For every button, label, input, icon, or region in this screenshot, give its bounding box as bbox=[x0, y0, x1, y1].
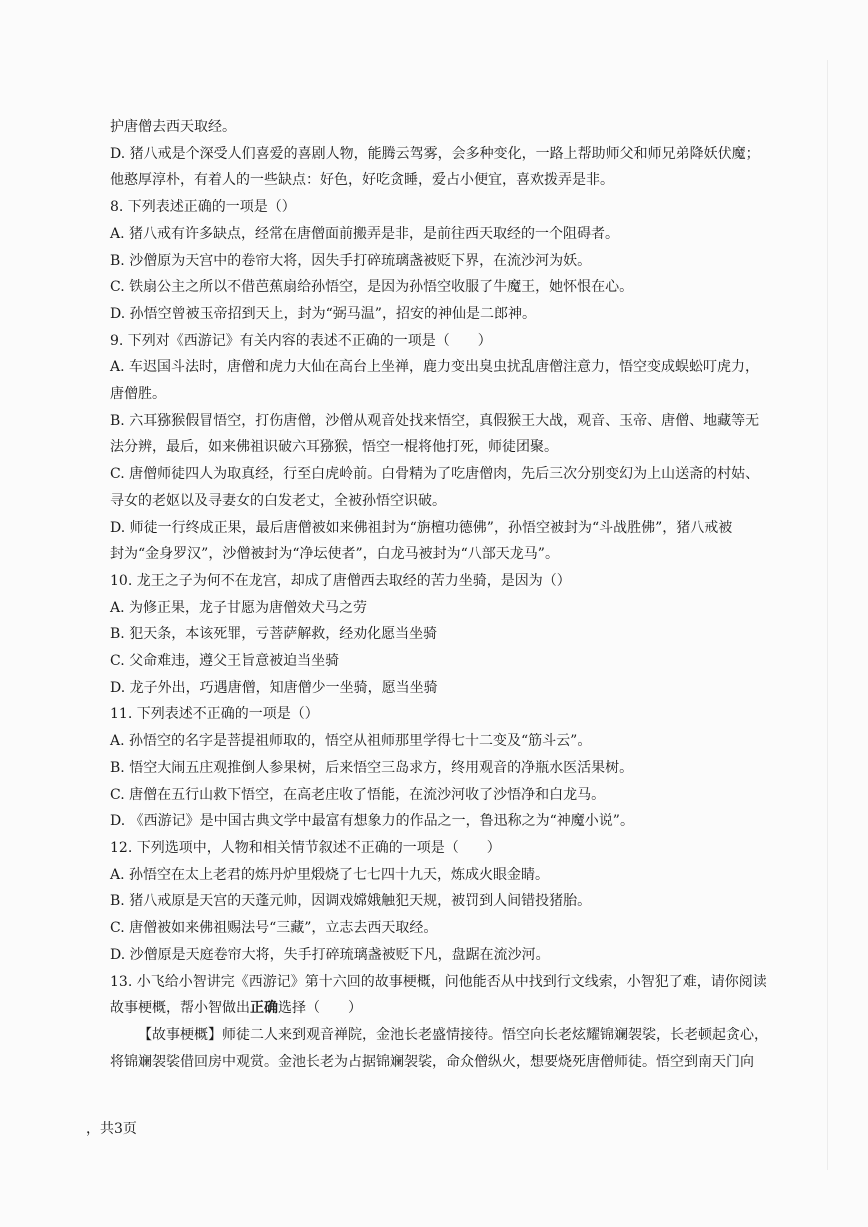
page-footer: ，共3页 bbox=[86, 1121, 137, 1137]
question-12: 12. 下列选项中，人物和相关情节叙述不正确的一项是（ ） bbox=[110, 839, 501, 856]
option-c: C. 唐僧被如来佛祖赐法号“三藏”，立志去西天取经。 bbox=[110, 920, 438, 937]
text-span: 故事梗概，帮小智做出 bbox=[110, 1000, 250, 1017]
option-a: A. 孙悟空的名字是菩提祖师取的，悟空从祖师那里学得七十二变及“筋斗云”。 bbox=[110, 733, 592, 750]
option-a: A. 为修正果，龙子甘愿为唐僧效犬马之劳 bbox=[110, 599, 368, 616]
option-c: C. 唐僧在五行山救下悟空，在高老庄收了悟能，在流沙河收了沙悟净和白龙马。 bbox=[110, 786, 606, 803]
page-edge-line bbox=[827, 60, 828, 1170]
summary-paragraph: 【故事梗概】师徒二人来到观音禅院，金池长老盛情接待。悟空向长老炫耀锦斓袈裟，长老顿起贪心， bbox=[138, 1026, 768, 1043]
question-10: 10. 龙王之子为何不在龙宫，却成了唐僧西去取经的苦力坐骑，是因为（） bbox=[110, 572, 571, 589]
option-c: C. 唐僧师徒四人为取真经，行至白虎岭前。白骨精为了吃唐僧肉，先后三次分别变幻为上山送斋的村姑、 bbox=[110, 466, 760, 483]
option-b: B. 悟空大闹五庄观推倒人参果树，后来悟空三岛求方，终用观音的净瓶水医活果树。 bbox=[110, 759, 634, 776]
text-line: D. 猪八戒是个深受人们喜爱的喜剧人物，能腾云驾雾，会多种变化，一路上帮助师父和师兄弟降妖伏魔； bbox=[110, 145, 760, 162]
text-span: 选择（ ） bbox=[278, 1000, 362, 1017]
text-line: 护唐僧去西天取经。 bbox=[110, 119, 236, 135]
question-13: 13. 小飞给小智讲完《西游记》第十六回的故事梗概，问他能否从中找到行文线索，小智犯了难，请你阅读 bbox=[110, 973, 767, 990]
option-d: D. 沙僧原是天庭卷帘大将，失手打碎琉璃盏被贬下凡，盘踞在流沙河。 bbox=[110, 946, 550, 963]
text-line: 他憨厚淳朴，有着人的一些缺点：好色，好吃贪睡，爱占小便宜，喜欢拨弄是非。 bbox=[110, 172, 614, 189]
text-line: 法分辨，最后，如来佛祖识破六耳猕猴，悟空一棍将他打死，师徒团聚。 bbox=[110, 439, 558, 456]
option-c: C. 铁扇公主之所以不借芭蕉扇给孙悟空，是因为孙悟空收服了牛魔王，她怀恨在心。 bbox=[110, 279, 634, 296]
option-a: A. 猪八戒有许多缺点，经常在唐僧面前搬弄是非，是前往西天取经的一个阻碍者。 bbox=[110, 225, 620, 242]
question-9: 9. 下列对《西游记》有关内容的表述不正确的一项是（ ） bbox=[110, 332, 492, 349]
option-a: A. 孙悟空在太上老君的炼丹炉里煅烧了七七四十九天，炼成火眼金睛。 bbox=[110, 866, 550, 883]
question-13-cont bbox=[110, 995, 770, 1022]
option-d: D. 孙悟空曾被玉帝招到天上，封为“弼马温”，招安的神仙是二郎神。 bbox=[110, 305, 536, 322]
summary-paragraph-cont: 将锦斓袈裟借回房中观赏。金池长老为占据锦斓袈裟，命众僧纵火，想要烧死唐僧师徒。悟空到南天门向 bbox=[110, 1053, 754, 1070]
option-b: B. 六耳猕猴假冒悟空，打伤唐僧，沙僧从观音处找来悟空，真假猴王大战，观音、玉帝、唐僧、地藏等无 bbox=[110, 412, 760, 429]
option-d: D. 《西游记》是中国古典文学中最富有想象力的作品之一，鲁迅称之为“神魔小说”。 bbox=[110, 813, 634, 830]
option-b: B. 沙僧原为天宫中的卷帘大将，因失手打碎琉璃盏被贬下界，在流沙河为妖。 bbox=[110, 252, 592, 269]
bold-emphasis: 正确 bbox=[250, 1000, 278, 1017]
option-b: B. 犯天条，本该死罪，亏菩萨解救，经劝化愿当坐骑 bbox=[110, 626, 438, 643]
question-11: 11. 下列表述不正确的一项是（） bbox=[110, 706, 319, 723]
document-body bbox=[110, 114, 770, 1075]
option-d: D. 龙子外出，巧遇唐僧，知唐僧少一坐骑，愿当坐骑 bbox=[110, 679, 438, 696]
text-line: 封为“金身罗汉”，沙僧被封为“净坛使者”，白龙马被封为“八部天龙马”。 bbox=[110, 546, 559, 563]
text-line: 寻女的老妪以及寻妻女的白发老丈，全被孙悟空识破。 bbox=[110, 492, 446, 509]
option-a: A. 车迟国斗法时，唐僧和虎力大仙在高台上坐禅，鹿力变出臭虫扰乱唐僧注意力，悟空变成蜈蚣叮虎力， bbox=[110, 359, 760, 376]
option-d: D. 师徒一行终成正果，最后唐僧被如来佛祖封为“旃檀功德佛”，孙悟空被封为“斗战胜佛”，猪八戒被 bbox=[110, 519, 733, 536]
option-b: B. 猪八戒原是天宫的天蓬元帅，因调戏嫦娥触犯天规，被罚到人间错投猪胎。 bbox=[110, 893, 592, 910]
option-c: C. 父命难违，遵父王旨意被迫当坐骑 bbox=[110, 653, 340, 670]
text-line: 唐僧胜。 bbox=[110, 386, 166, 403]
question-8: 8. 下列表述正确的一项是（） bbox=[110, 199, 296, 216]
